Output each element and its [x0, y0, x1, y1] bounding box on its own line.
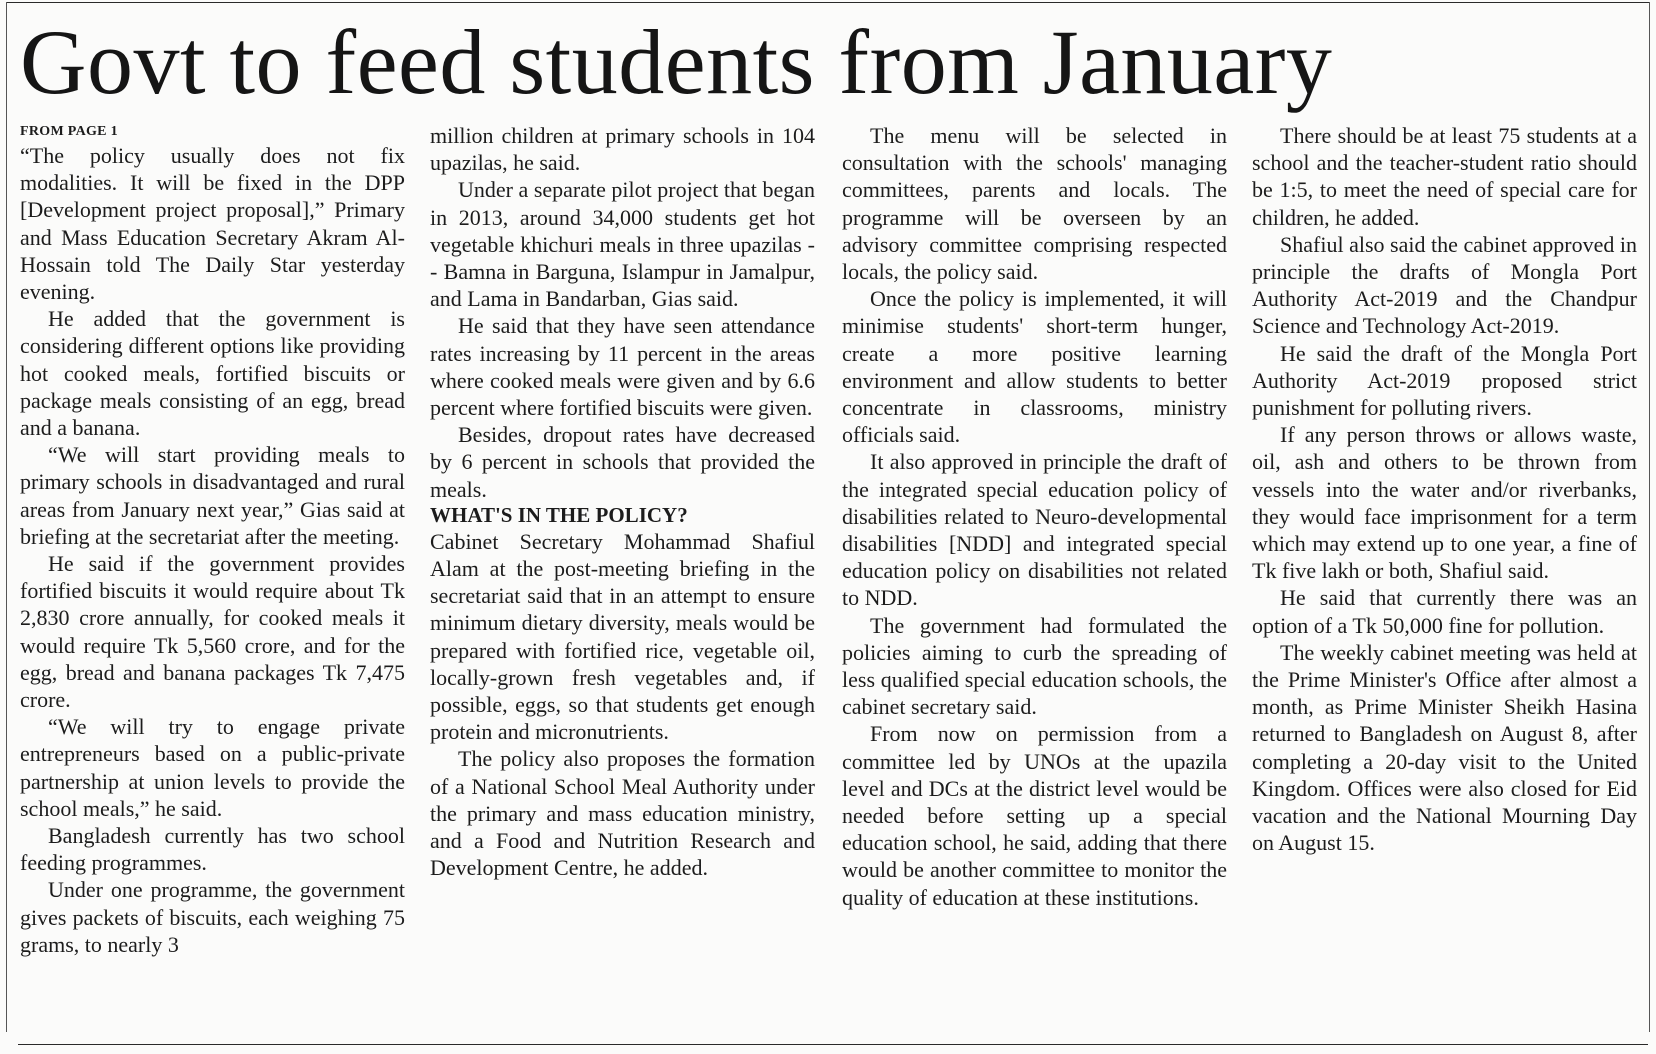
top-rule: [6, 2, 1650, 3]
paragraph: From now on permission from a committee led by UNOs at the upazila level and DCs at the district level would be needed before setting up a special education school, he said, adding that there would be another committee to monitor the quality of education at these institutions.: [842, 721, 1227, 910]
paragraph: The menu will be selected in consultation with the schools' managing committees, parents and locals. The programme will be overseen by an advisory committee comprising respected locals, the policy said.: [842, 123, 1227, 285]
paragraph: The government had formulated the policies aiming to curb the spreading of less qualified special education schools, the cabinet secretary said.: [842, 612, 1227, 720]
paragraph: He said if the government provides fortified biscuits it would require about Tk 2,830 crore annually, for cooked meals it would require Tk 5,560 crore, and for the egg, bread and banana packages Tk 7,475 crore.: [20, 551, 405, 713]
paragraph: The policy also proposes the formation of a National School Meal Authority under the primary and mass education ministry, and a Food and Nutrition Research and Development Centre, he added.: [430, 746, 815, 881]
paragraph: “We will try to engage private entrepreneurs based on a public-private partnership at union levels to provide the school meals,” he said.: [20, 714, 405, 821]
headline: Govt to feed students from January: [20, 11, 1333, 113]
paragraph: “The policy usually does not fix modalities. It will be fixed in the DPP [Development project proposal],” Primary and Mass Education Secretary Akram Al-Hossain told The Daily Star yesterday evening.: [20, 143, 405, 305]
article-column-1: [20, 122, 405, 958]
subhead: WHAT'S IN THE POLICY?: [430, 502, 688, 527]
paragraph: Under a separate pilot project that began in 2013, around 34,000 students get hot vegetable khichuri meals in three upazilas -- Bamna in Barguna, Islampur in Jamalpur, and Lama in Bandarban, Gias said.: [430, 177, 815, 312]
paragraph: He said the draft of the Mongla Port Authority Act-2019 proposed strict punishment for polluting rivers.: [1252, 340, 1637, 421]
article-column-2: [430, 122, 815, 881]
paragraph: Under one programme, the government gives packets of biscuits, each weighing 75 grams, to nearly 3: [20, 877, 405, 957]
article-column-4: [1252, 122, 1637, 856]
paragraph: He added that the government is considering different options like providing hot cooked meals, fortified biscuits or package meals consisting of an egg, bread and a banana.: [20, 306, 405, 441]
paragraph: Besides, dropout rates have decreased by 6 percent in schools that provided the meals.: [430, 422, 815, 502]
kicker: FROM PAGE 1: [20, 124, 118, 139]
paragraph: There should be at least 75 students at a school and the teacher-student ratio should be 1:5, to meet the need of special care for children, he added.: [1252, 123, 1637, 230]
paragraph: It also approved in principle the draft of the integrated special education policy of disabilities related to Neuro-developmental disabilities [NDD] and integrated special education policy on disabilities not related to NDD.: [842, 449, 1227, 611]
bottom-rule: [18, 1044, 1648, 1045]
left-rule: [6, 2, 7, 1032]
paragraph: He said that they have seen attendance rates increasing by 11 percent in the areas where cooked meals were given and by 6.6 percent where fortified biscuits were given.: [430, 313, 815, 421]
right-rule: [1649, 2, 1650, 1032]
paragraph: Cabinet Secretary Mohammad Shafiul Alam at the post-meeting briefing in the secretariat said that in an attempt to ensure minimum dietary diversity, meals would be prepared with fortified rice, vegetable oil, locally-grown fresh vegetables and, if possible, eggs, so that students get enough protein and micronutrients.: [430, 528, 815, 745]
paragraph: “We will start providing meals to primary schools in disadvantaged and rural areas from January next year,” Gias said at briefing at the secretariat after the meeting.: [20, 442, 405, 549]
paragraph: Once the policy is implemented, it will minimise students' short-term hunger, create a more positive learning environment and allow students to better concentrate in classrooms, ministry officials said.: [842, 286, 1227, 448]
paragraph: The weekly cabinet meeting was held at the Prime Minister's Office after almost a month, as Prime Minister Sheikh Hasina returned to Bangladesh on August 8, after completing a 20-day visit to the United Kingdom. Offices were also closed for Eid vacation and the National Mourning Day on August 15.: [1252, 639, 1637, 856]
paragraph: Shafiul also said the cabinet approved in principle the drafts of Mongla Port Authority Act-2019 and the Chandpur Science and Technology Act-2019.: [1252, 231, 1637, 339]
paragraph: He said that currently there was an option of a Tk 50,000 fine for pollution.: [1252, 585, 1637, 638]
paragraph: If any person throws or allows waste, oil, ash and others to be thrown from vessels into the water and/or riverbanks, they would face imprisonment for a term which may extend up to one year, a fine of Tk five lakh or both, Shafiul said.: [1252, 422, 1637, 584]
paragraph: Bangladesh currently has two school feeding programmes.: [20, 823, 405, 876]
article-column-3: [842, 122, 1227, 911]
paragraph: million children at primary schools in 104 upazilas, he said.: [430, 123, 815, 176]
